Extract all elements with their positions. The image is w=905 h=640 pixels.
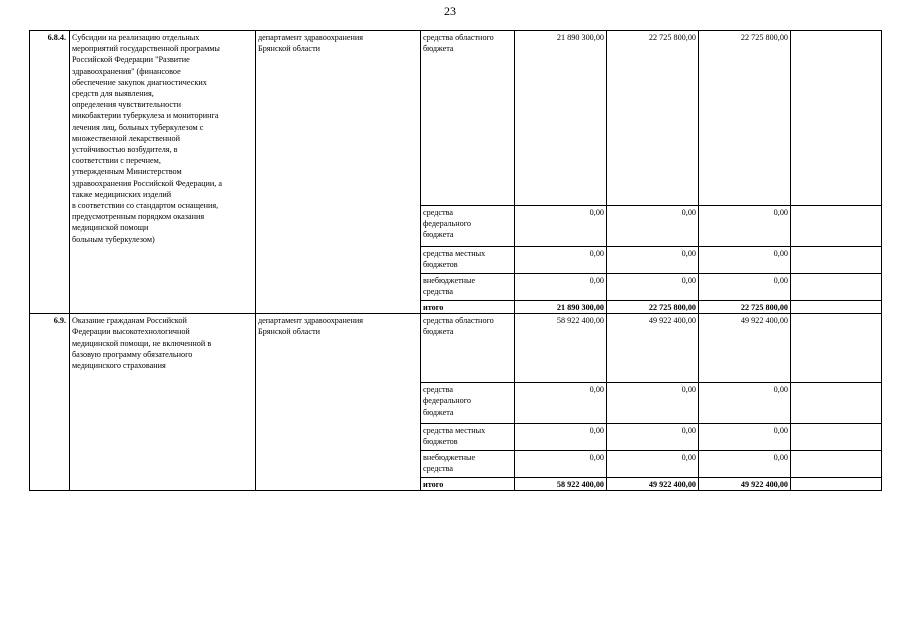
funding-source: внебюджетные средства [421,274,515,301]
amount-year-3: 0,00 [699,274,791,301]
amount-year-1: 58 922 400,00 [515,314,607,383]
total-year-3: 49 922 400,00 [699,478,791,491]
executor: департамент здравоохранения Брянской области [256,314,421,491]
amount-year-1: 21 890 300,00 [515,31,607,206]
amount-year-1: 0,00 [515,274,607,301]
funding-source: внебюджетные средства [421,451,515,478]
total-year-3: 22 725 800,00 [699,301,791,314]
table-row [30,314,882,383]
amount-year-1: 0,00 [515,424,607,451]
total-year-1: 58 922 400,00 [515,478,607,491]
funding-source: средства федерального бюджета [421,206,515,247]
amount-year-3: 22 725 800,00 [699,31,791,206]
item-number: 6.8.4. [30,31,70,314]
total-label: итого [421,301,515,314]
empty-cell [791,31,882,206]
amount-year-2: 0,00 [607,451,699,478]
empty-cell [791,247,882,274]
total-year-1: 21 890 300,00 [515,301,607,314]
item-name: Субсидии на реализацию отдельных мероприятий государственной программы Российской Федерации "Развитие здравоохранения" (финансовое обеспечение закупок диагностических средств для выявления, определения чувствительности микобактерии туберкулеза и мониторинга лечения лиц, больных туберкулезом с множественной лекарственной устойчивостью возбудителя, в соответствии с перечнем, утвержденным Министерством здравоохранения Российской Федерации, а также медицинских изделий в соответствии со стандартом оснащения, предусмотренным порядком оказания медицинской помощи больным туберкулезом) [70,31,256,314]
amount-year-3: 0,00 [699,206,791,247]
amount-year-2: 0,00 [607,247,699,274]
amount-year-2: 0,00 [607,383,699,424]
amount-year-1: 0,00 [515,247,607,274]
empty-cell [791,451,882,478]
amount-year-2: 49 922 400,00 [607,314,699,383]
amount-year-2: 0,00 [607,206,699,247]
total-label: итого [421,478,515,491]
page-number: 23 [444,4,456,18]
empty-cell [791,301,882,314]
budget-table [29,30,882,491]
empty-cell [791,314,882,383]
empty-cell [791,383,882,424]
funding-source: средства областного бюджета [421,31,515,206]
amount-year-2: 22 725 800,00 [607,31,699,206]
amount-year-2: 0,00 [607,274,699,301]
item-number: 6.9. [30,314,70,491]
amount-year-1: 0,00 [515,383,607,424]
empty-cell [791,274,882,301]
funding-source: средства областного бюджета [421,314,515,383]
amount-year-1: 0,00 [515,451,607,478]
empty-cell [791,206,882,247]
empty-cell [791,424,882,451]
empty-cell [791,478,882,491]
amount-year-3: 0,00 [699,247,791,274]
funding-source: средства местных бюджетов [421,424,515,451]
amount-year-3: 0,00 [699,383,791,424]
executor: департамент здравоохранения Брянской области [256,31,421,314]
total-year-2: 49 922 400,00 [607,478,699,491]
amount-year-3: 49 922 400,00 [699,314,791,383]
amount-year-2: 0,00 [607,424,699,451]
amount-year-1: 0,00 [515,206,607,247]
amount-year-3: 0,00 [699,424,791,451]
funding-source: средства местных бюджетов [421,247,515,274]
funding-source: средства федерального бюджета [421,383,515,424]
table-row [30,31,882,206]
amount-year-3: 0,00 [699,451,791,478]
total-year-2: 22 725 800,00 [607,301,699,314]
item-name: Оказание гражданам Российской Федерации высокотехнологичной медицинской помощи, не включенной в базовую программу обязательного медицинского страхования [70,314,256,491]
